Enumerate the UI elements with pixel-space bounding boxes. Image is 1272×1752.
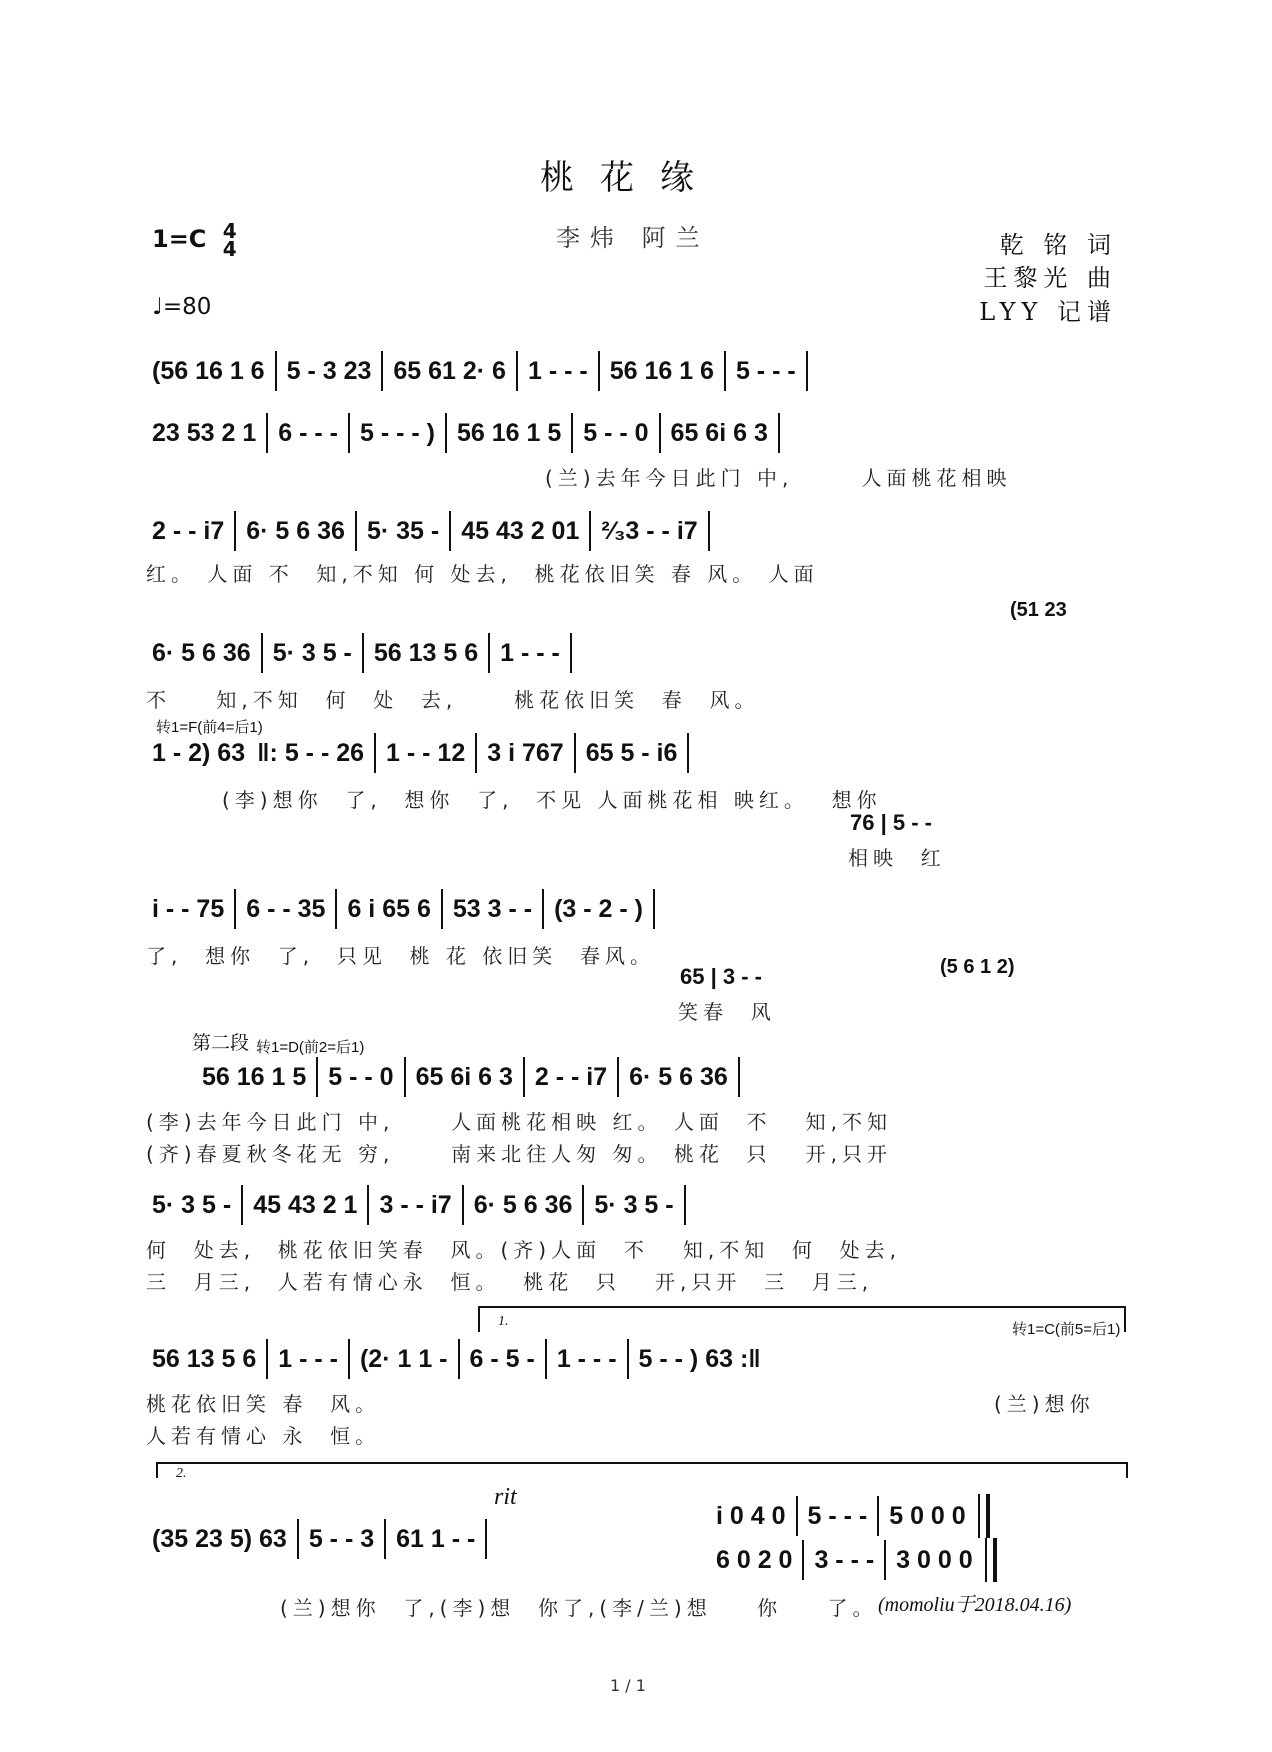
lyrics-line-9a: 桃花依旧笑 春 风。 bbox=[146, 1392, 381, 1416]
measure: 1 - - - bbox=[500, 638, 560, 667]
score-line-4 bbox=[146, 630, 576, 676]
lyrics-line-5: (李)想你 了, 想你 了, 不见 人面桃花相 映红。 想你 bbox=[222, 788, 882, 812]
measure: 56 16 1 5 bbox=[202, 1062, 307, 1091]
barline bbox=[570, 633, 572, 673]
first-ending-label: 1. bbox=[498, 1314, 509, 1329]
barline bbox=[234, 511, 236, 551]
measure: 65 6i 6 3 bbox=[415, 1062, 513, 1091]
performers: 李炜 阿兰 bbox=[556, 224, 710, 252]
lyrics-line-2: (兰)去年今日此门 中, 人面桃花相映 bbox=[545, 466, 1012, 490]
score-line-3 bbox=[146, 508, 714, 554]
barline bbox=[241, 1185, 243, 1225]
measure: 6 - 5 - bbox=[469, 1344, 535, 1373]
measure: 5 - - 3 bbox=[308, 1524, 375, 1553]
barline bbox=[367, 1185, 369, 1225]
barline bbox=[738, 1057, 740, 1097]
score-line-10 bbox=[146, 1516, 491, 1562]
measure: 2 - - i7 bbox=[152, 516, 225, 545]
barline bbox=[582, 1185, 584, 1225]
measure: 5· 35 - bbox=[366, 516, 440, 545]
barline bbox=[266, 413, 268, 453]
measure: 56 16 1 6 bbox=[609, 356, 714, 385]
measure: 5 - 3 23 bbox=[286, 356, 372, 385]
barline bbox=[348, 1339, 350, 1379]
barline bbox=[589, 511, 591, 551]
lyrics-line-7a: (李)去年今日此门 中, 人面桃花相映 红。 人面 不 知,不知 bbox=[146, 1110, 892, 1134]
barline bbox=[355, 511, 357, 551]
measure: 56 13 5 6 bbox=[373, 638, 479, 667]
song-title: 桃花缘 bbox=[540, 158, 720, 198]
alternate-notes: 76 | 5 - - bbox=[850, 810, 932, 835]
second-ending-label: 2. bbox=[176, 1466, 187, 1481]
barline bbox=[404, 1057, 406, 1097]
measure: 3 i 767 bbox=[487, 738, 564, 767]
barline bbox=[516, 351, 518, 391]
measure: i - - 75 bbox=[152, 894, 225, 923]
barline bbox=[348, 413, 350, 453]
measure: 6· 5 6 36 bbox=[629, 1062, 728, 1091]
alternate-notes: 65 | 3 - - bbox=[680, 964, 762, 989]
barline bbox=[445, 413, 447, 453]
measure: 6 - - - bbox=[278, 418, 338, 447]
barline bbox=[266, 1339, 268, 1379]
measure: 2 - - i7 bbox=[534, 1062, 608, 1091]
barline bbox=[441, 889, 443, 929]
transcriber-signature: (momoliu于2018.04.16) bbox=[878, 1594, 1072, 1616]
lyrics-line-3: 红。 人面 不 知,不知 何 处去, 桃花依旧笑 春 风。 人面 bbox=[146, 562, 819, 586]
composer-credit: 王黎光 曲 bbox=[983, 264, 1117, 292]
barline bbox=[659, 413, 661, 453]
barline bbox=[381, 351, 383, 391]
measure: 5 - - 0 bbox=[583, 418, 649, 447]
barline bbox=[316, 1057, 318, 1097]
lyrics-line-7b: (齐)春夏秋冬花无 穷, 南来北往人匆 匆。 桃花 只 开,只开 bbox=[146, 1142, 892, 1166]
measure: 1 - - 12 bbox=[386, 738, 466, 767]
lower-voice: 6 0 2 0 3 - - - 3 0 0 0 bbox=[710, 1538, 997, 1582]
measure: (3 - 2 - ) bbox=[554, 894, 643, 923]
upper-voice: i 0 4 0 5 - - - 5 0 0 0 bbox=[710, 1494, 997, 1538]
measure: 1 - - - bbox=[556, 1344, 617, 1373]
measure: 5 - - - ) bbox=[359, 418, 435, 447]
measure: 5· 3 5 - bbox=[594, 1190, 674, 1219]
alternate-lyrics: 相映 红 bbox=[848, 846, 946, 870]
interlude-notes: (5 6 1 2) bbox=[940, 955, 1015, 978]
score-line-9 bbox=[146, 1336, 767, 1382]
measure: 6· 5 6 36 bbox=[152, 638, 251, 667]
barline bbox=[261, 633, 263, 673]
modulation-mark: 转1=D(前2=后1) bbox=[256, 1039, 365, 1056]
harmony-staff bbox=[710, 1494, 997, 1582]
barline bbox=[687, 733, 689, 773]
ritardando-mark: rit bbox=[494, 1484, 517, 1510]
measure: 1 - - - bbox=[278, 1344, 338, 1373]
final-barline bbox=[985, 1538, 997, 1582]
barline bbox=[778, 413, 780, 453]
barline bbox=[571, 413, 573, 453]
barline bbox=[598, 351, 600, 391]
measure: ²⁄₃3 - - i7 bbox=[601, 516, 698, 545]
barline bbox=[684, 1185, 686, 1225]
second-ending-bracket bbox=[156, 1462, 1128, 1478]
measure: 6· 5 6 36 bbox=[246, 516, 345, 545]
barline bbox=[458, 1339, 460, 1379]
barline bbox=[374, 733, 376, 773]
barline bbox=[234, 889, 236, 929]
barline bbox=[653, 889, 655, 929]
measure: 1 - - - bbox=[527, 356, 588, 385]
barline bbox=[617, 1057, 619, 1097]
page-number: 1 / 1 bbox=[610, 1676, 646, 1695]
score-line-5 bbox=[146, 730, 693, 776]
barline bbox=[884, 1540, 886, 1580]
tempo-marking: ♩=80 bbox=[152, 294, 212, 320]
lyrics-line-8b: 三 月三, 人若有情心永 恒。 桃花 只 开,只开 三 月三, bbox=[146, 1270, 874, 1294]
barline bbox=[384, 1519, 386, 1559]
measure: ‖: 5 - - 26 bbox=[257, 738, 365, 767]
barline bbox=[627, 1339, 629, 1379]
score-line-2 bbox=[146, 410, 784, 456]
barline bbox=[449, 511, 451, 551]
measure: (35 23 5) 63 bbox=[152, 1524, 287, 1553]
barline bbox=[475, 733, 477, 773]
time-signature: 4 4 bbox=[222, 219, 237, 261]
measure: 45 43 2 1 bbox=[253, 1190, 358, 1219]
measure: 1 - 2) 63 bbox=[152, 738, 246, 767]
measure: 65 6i 6 3 bbox=[670, 418, 768, 447]
measure: 56 13 5 6 bbox=[152, 1344, 257, 1373]
barline bbox=[724, 351, 726, 391]
interlude-notes: (51 23 bbox=[1010, 598, 1067, 621]
barline bbox=[362, 633, 364, 673]
barline bbox=[806, 351, 808, 391]
measure: 5 - - 0 bbox=[328, 1062, 394, 1091]
measure: 5 - - - bbox=[735, 356, 796, 385]
barline bbox=[802, 1540, 804, 1580]
measure: (56 16 1 6 bbox=[152, 356, 265, 385]
lyrics-line-9b: 人若有情心 永 恒。 bbox=[146, 1424, 381, 1448]
barline bbox=[462, 1185, 464, 1225]
measure: 56 16 1 5 bbox=[456, 418, 562, 447]
score-line-6 bbox=[146, 886, 659, 932]
measure: 53 3 - - bbox=[452, 894, 533, 923]
measure: 3 - - i7 bbox=[379, 1190, 452, 1219]
lyrics-line-6: 了, 想你 了, 只见 桃 花 依旧笑 春风。 bbox=[146, 944, 656, 968]
alternate-lyrics: 笑春 风 bbox=[678, 1000, 776, 1024]
measure: 61 1 - - bbox=[396, 1524, 476, 1553]
measure: 6 i 65 6 bbox=[347, 894, 431, 923]
barline bbox=[545, 1339, 547, 1379]
barline bbox=[574, 733, 576, 773]
lyrics-line-8a: 何 处去, 桃花依旧笑春 风。(齐)人面 不 知,不知 何 处去, bbox=[146, 1238, 902, 1262]
measure: 23 53 2 1 bbox=[152, 418, 257, 447]
final-barline bbox=[978, 1494, 990, 1538]
lyrics-line-9-end: (兰)想你 bbox=[994, 1392, 1095, 1416]
measure: 6 - - 35 bbox=[246, 894, 326, 923]
lyrics-line-10: (兰)想你 了,(李)想 你了,(李/兰)想 你 了。 bbox=[280, 1596, 878, 1620]
measure: (2· 1 1 - bbox=[359, 1344, 448, 1373]
barline bbox=[877, 1496, 879, 1536]
measure: 45 43 2 01 bbox=[461, 516, 580, 545]
barline bbox=[708, 511, 710, 551]
barline bbox=[275, 351, 277, 391]
key-signature bbox=[152, 219, 237, 261]
measure: 65 5 - i6 bbox=[585, 738, 678, 767]
measure: 6· 5 6 36 bbox=[473, 1190, 573, 1219]
measure: 5· 3 5 - bbox=[272, 638, 352, 667]
modulation-mark: 转1=F(前4=后1) bbox=[156, 719, 263, 736]
barline bbox=[297, 1519, 299, 1559]
score-line-1 bbox=[146, 348, 812, 394]
barline bbox=[796, 1496, 798, 1536]
barline bbox=[488, 633, 490, 673]
score-line-7 bbox=[196, 1054, 744, 1100]
barline bbox=[523, 1057, 525, 1097]
measure: 5 - - ) 63 :‖ bbox=[638, 1344, 761, 1373]
barline bbox=[335, 889, 337, 929]
transcriber-credit: LYY 记谱 bbox=[979, 298, 1117, 326]
lyricist-credit: 乾 铭 词 bbox=[999, 231, 1117, 259]
measure: 65 61 2· 6 bbox=[393, 356, 506, 385]
measure: 5· 3 5 - bbox=[152, 1190, 232, 1219]
barline bbox=[485, 1519, 487, 1559]
modulation-mark: 转1=C(前5=后1) bbox=[1012, 1321, 1121, 1338]
barline bbox=[542, 889, 544, 929]
key-label: 1=C bbox=[152, 225, 207, 253]
section-label: 第二段 bbox=[192, 1032, 250, 1054]
lyrics-line-4: 不 知,不知 何 处 去, 桃花依旧笑 春 风。 bbox=[146, 688, 760, 712]
score-line-8 bbox=[146, 1182, 690, 1228]
